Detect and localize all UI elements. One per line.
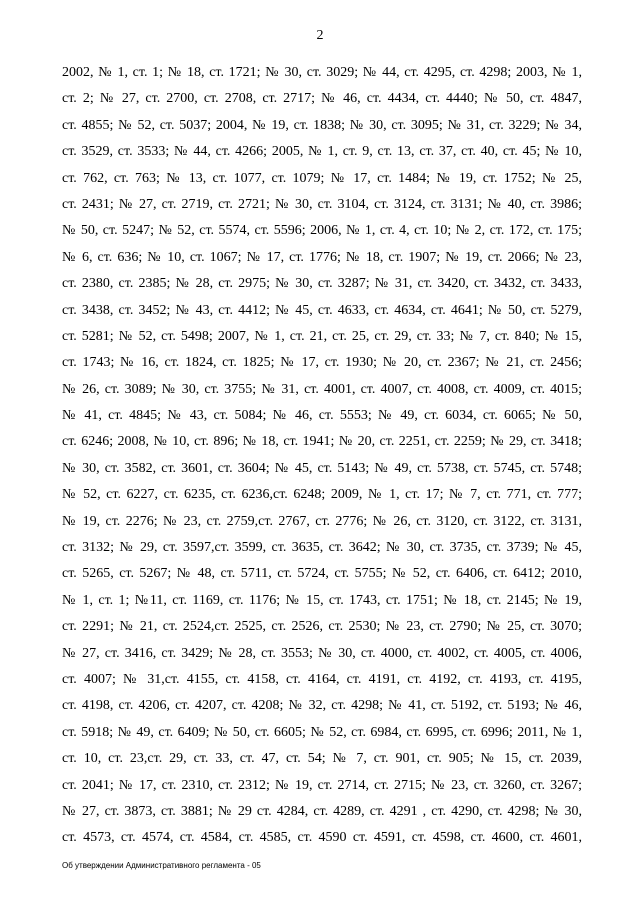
footer-text: Об утверждении Административного регламента - 05 — [62, 861, 261, 870]
text-line: ст. 5281; № 52, ст. 5498; 2007, № 1, ст. 21, ст. 25, ст. 29, ст. 33; № 7, ст. 840; № 15, — [62, 328, 582, 344]
text-line: ст. 3438, ст. 3452; № 43, ст. 4412; № 45, ст. 4633, ст. 4634, ст. 4641; № 50, ст. 5279, — [62, 302, 582, 318]
text-line: № 52, ст. 6227, ст. 6235, ст. 6236,ст. 6248; 2009, № 1, ст. 17; № 7, ст. 771, ст. 777; — [62, 487, 582, 503]
text-line: ст. 2291; № 21, ст. 2524,ст. 2525, ст. 2526, ст. 2530; № 23, ст. 2790; № 25, ст. 3070; — [62, 619, 582, 635]
text-line: № 30, ст. 3582, ст. 3601, ст. 3604; № 45, ст. 5143; № 49, ст. 5738, ст. 5745, ст. 5748; — [62, 460, 582, 476]
page-number: 2 — [316, 28, 324, 43]
text-line: № 27, ст. 3416, ст. 3429; № 28, ст. 3553; № 30, ст. 4000, ст. 4002, ст. 4005, ст. 4006, — [62, 645, 582, 661]
text-line: ст. 762, ст. 763; № 13, ст. 1077, ст. 1079; № 17, ст. 1484; № 19, ст. 1752; № 25, — [62, 170, 582, 186]
text-line: ст. 5918; № 49, ст. 6409; № 50, ст. 6605; № 52, ст. 6984, ст. 6995, ст. 6996; 2011, № 1, — [62, 724, 582, 740]
text-line: ст. 2431; № 27, ст. 2719, ст. 2721; № 30, ст. 3104, ст. 3124, ст. 3131; № 40, ст. 3986; — [62, 196, 582, 212]
text-line: ст. 10, ст. 23,ст. 29, ст. 33, ст. 47, ст. 54; № 7, ст. 901, ст. 905; № 15, ст. 2039, — [62, 751, 582, 767]
text-line: ст. 2041; № 17, ст. 2310, ст. 2312; № 19, ст. 2714, ст. 2715; № 23, ст. 3260, ст. 3267; — [62, 777, 582, 793]
text-line: ст. 3132; № 29, ст. 3597,ст. 3599, ст. 3635, ст. 3642; № 30, ст. 3735, ст. 3739; № 45, — [62, 540, 582, 556]
text-line: № 1, ст. 1; №11, ст. 1169, ст. 1176; № 15, ст. 1743, ст. 1751; № 18, ст. 2145; № 19, — [62, 592, 582, 608]
text-line: ст. 4855; № 52, ст. 5037; 2004, № 19, ст. 1838; № 30, ст. 3095; № 31, ст. 3229; № 34, — [62, 117, 582, 133]
text-line: ст. 4198, ст. 4206, ст. 4207, ст. 4208; № 32, ст. 4298; № 41, ст. 5192, ст. 5193; № 46, — [62, 698, 582, 714]
text-line: ст. 4007; № 31,ст. 4155, ст. 4158, ст. 4164, ст. 4191, ст. 4192, ст. 4193, ст. 4195, — [62, 671, 582, 687]
text-line: № 26, ст. 3089; № 30, ст. 3755; № 31, ст. 4001, ст. 4007, ст. 4008, ст. 4009, ст. 4015; — [62, 381, 582, 397]
text-line: ст. 3529, ст. 3533; № 44, ст. 4266; 2005, № 1, ст. 9, ст. 13, ст. 37, ст. 40, ст. 45; № 10, — [62, 144, 582, 160]
text-line: № 6, ст. 636; № 10, ст. 1067; № 17, ст. 1776; № 18, ст. 1907; № 19, ст. 2066; № 23, — [62, 249, 582, 265]
text-line: № 41, ст. 4845; № 43, ст. 5084; № 46, ст. 5553; № 49, ст. 6034, ст. 6065; № 50, — [62, 408, 582, 424]
text-line: № 19, ст. 2276; № 23, ст. 2759,ст. 2767, ст. 2776; № 26, ст. 3120, ст. 3122, ст. 3131, — [62, 513, 582, 529]
text-line: ст. 5265, ст. 5267; № 48, ст. 5711, ст. 5724, ст. 5755; № 52, ст. 6406, ст. 6412; 2010, — [62, 566, 582, 582]
text-line: ст. 2; № 27, ст. 2700, ст. 2708, ст. 2717; № 46, ст. 4434, ст. 4440; № 50, ст. 4847, — [62, 91, 582, 107]
text-line: № 50, ст. 5247; № 52, ст. 5574, ст. 5596; 2006, № 1, ст. 4, ст. 10; № 2, ст. 172, ст. 175; — [62, 223, 582, 239]
text-line: ст. 1743; № 16, ст. 1824, ст. 1825; № 17, ст. 1930; № 20, ст. 2367; № 21, ст. 2456; — [62, 355, 582, 371]
text-line: 2002, № 1, ст. 1; № 18, ст. 1721; № 30, ст. 3029; № 44, ст. 4295, ст. 4298; 2003, № 1, — [62, 65, 582, 80]
text-line: ст. 6246; 2008, № 10, ст. 896; № 18, ст. 1941; № 20, ст. 2251, ст. 2259; № 29, ст. 3418; — [62, 434, 582, 450]
text-line: ст. 4573, ст. 4574, ст. 4584, ст. 4585, ст. 4590 ст. 4591, ст. 4598, ст. 4600, ст. 4601, — [62, 830, 582, 846]
body-text — [62, 60, 582, 852]
text-line: № 27, ст. 3873, ст. 3881; № 29 ст. 4284, ст. 4289, ст. 4291 , ст. 4290, ст. 4298; № 30, — [62, 803, 582, 819]
text-line: ст. 2380, ст. 2385; № 28, ст. 2975; № 30, ст. 3287; № 31, ст. 3420, ст. 3432, ст. 3433, — [62, 276, 582, 292]
